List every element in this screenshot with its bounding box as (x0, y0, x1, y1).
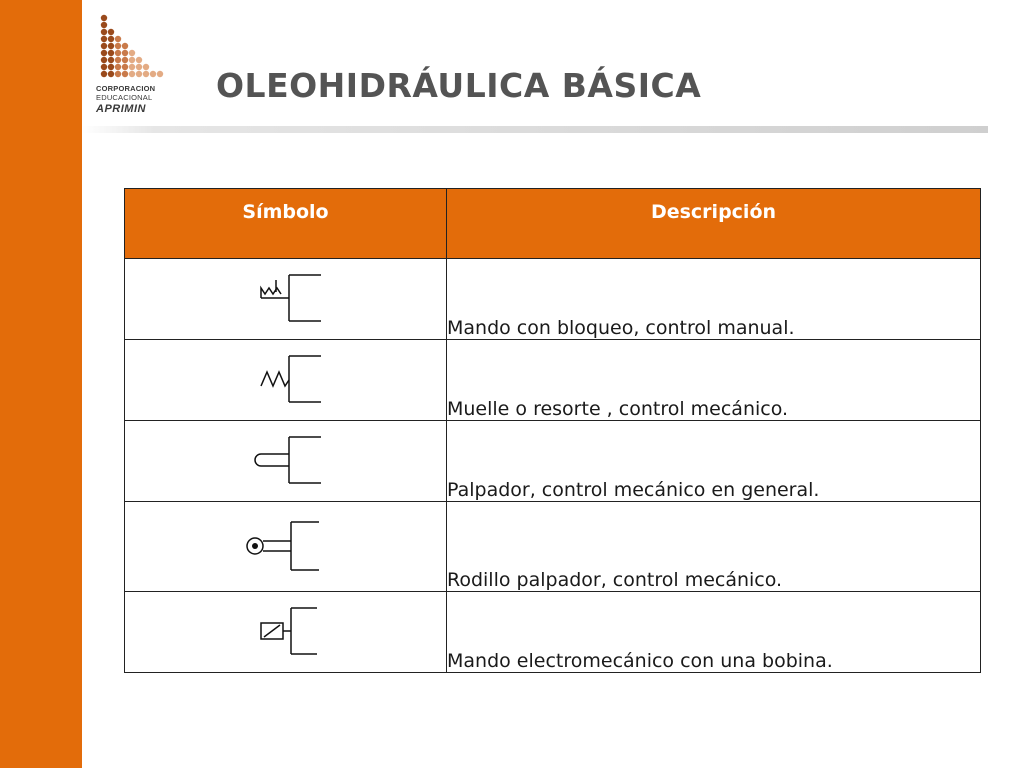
title-divider (82, 126, 988, 133)
roller-plunger-symbol (231, 518, 341, 576)
table-header-row (125, 189, 981, 259)
logo-dots-graphic (96, 14, 172, 84)
symbol-cell (125, 502, 447, 592)
description-cell: Mando electromecánico con una bobina. (447, 592, 981, 673)
table-row (125, 502, 981, 592)
solenoid-control-symbol (231, 605, 341, 659)
plunger-control-symbol (231, 434, 341, 488)
description-cell: Rodillo palpador, control mecánico. (447, 502, 981, 592)
roller-center-dot (252, 543, 258, 549)
logo-line-3: APRIMIN (96, 103, 146, 115)
symbol-cell (125, 340, 447, 421)
logo-line-1: CORPORACION (96, 84, 156, 93)
header-description: Descripción (447, 189, 981, 259)
aprimin-logo (96, 14, 172, 120)
table-row (125, 421, 981, 502)
symbol-cell (125, 421, 447, 502)
symbol-cell (125, 592, 447, 673)
lock-manual-control-symbol (231, 272, 341, 326)
header-symbol: Símbolo (125, 189, 447, 259)
logo-line-2: EDUCACIONAL (96, 93, 153, 102)
description-cell: Mando con bloqueo, control manual. (447, 259, 981, 340)
spring-control-symbol (231, 353, 341, 407)
symbol-cell (125, 259, 447, 340)
description-cell: Palpador, control mecánico en general. (447, 421, 981, 502)
side-accent-bar (0, 0, 82, 768)
table-row (125, 340, 981, 421)
table-row (125, 592, 981, 673)
symbols-table (124, 188, 981, 673)
description-cell: Muelle o resorte , control mecánico. (447, 340, 981, 421)
page-title: OLEOHIDRÁULICA BÁSICA (216, 66, 702, 105)
table-row (125, 259, 981, 340)
